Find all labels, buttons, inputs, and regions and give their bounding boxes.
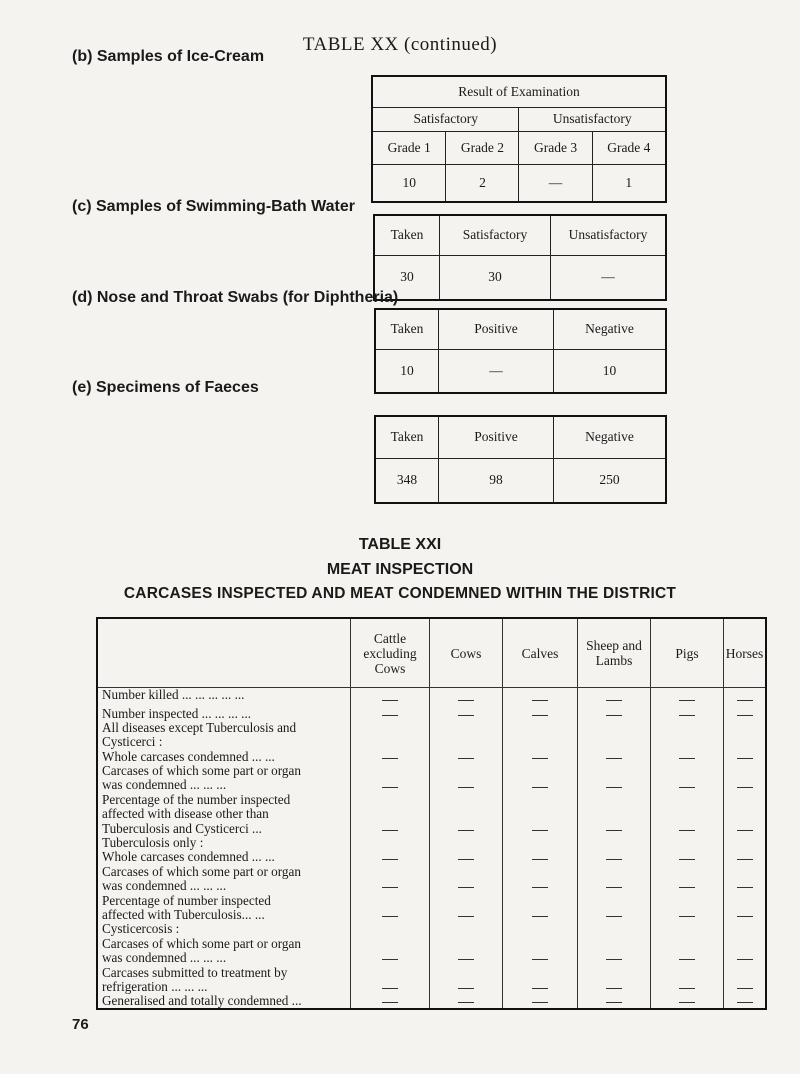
table-row xyxy=(97,908,766,922)
row-label: refrigeration ... ... ... xyxy=(97,980,351,994)
row-value xyxy=(503,764,578,778)
row-value xyxy=(351,937,430,951)
taken-value: 10 xyxy=(375,349,439,393)
table-row xyxy=(97,688,766,707)
dash-mark xyxy=(606,859,622,860)
column-header: Cattle excluding Cows xyxy=(351,618,430,688)
positive-header: Positive xyxy=(439,309,554,349)
row-value xyxy=(724,879,767,893)
dash-mark xyxy=(737,859,753,860)
dash-mark xyxy=(679,700,695,701)
row-value xyxy=(351,778,430,792)
negative-header: Negative xyxy=(554,309,667,349)
dash-mark xyxy=(679,988,695,989)
row-value xyxy=(578,836,651,850)
row-value xyxy=(724,908,767,922)
row-label: Number inspected ... ... ... ... xyxy=(97,707,351,721)
table-xx-caption: TABLE XX (continued) xyxy=(302,34,498,55)
row-value xyxy=(351,922,430,936)
row-value xyxy=(578,994,651,1009)
dash-mark xyxy=(382,830,398,831)
table-row xyxy=(97,822,766,836)
dash-mark xyxy=(679,859,695,860)
row-value xyxy=(651,894,724,908)
table-row xyxy=(97,879,766,893)
section-e-title: (e) Specimens of Faeces xyxy=(72,379,259,396)
row-value xyxy=(430,922,503,936)
dash-mark xyxy=(606,959,622,960)
dash-mark xyxy=(458,830,474,831)
row-value xyxy=(430,908,503,922)
dash-mark xyxy=(458,916,474,917)
row-value xyxy=(351,807,430,821)
row-value xyxy=(651,937,724,951)
row-value xyxy=(651,994,724,1009)
table-row xyxy=(97,721,766,735)
dash-mark xyxy=(382,887,398,888)
row-value xyxy=(724,951,767,965)
row-value xyxy=(351,879,430,893)
row-value xyxy=(503,836,578,850)
row-value xyxy=(651,807,724,821)
table-row xyxy=(97,850,766,864)
grade-header: Grade 2 xyxy=(446,131,519,164)
positive-value: — xyxy=(439,349,554,393)
row-value xyxy=(651,750,724,764)
dash-mark xyxy=(606,787,622,788)
dash-mark xyxy=(458,787,474,788)
table-row xyxy=(97,778,766,792)
row-value xyxy=(578,879,651,893)
dash-mark xyxy=(382,959,398,960)
satisfactory-value: 30 xyxy=(440,255,551,300)
row-value xyxy=(430,721,503,735)
row-value xyxy=(724,865,767,879)
dash-mark xyxy=(532,859,548,860)
row-value xyxy=(724,793,767,807)
row-value xyxy=(724,966,767,980)
row-label: Carcases of which some part or organ xyxy=(97,865,351,879)
positive-header: Positive xyxy=(439,416,554,458)
dash-mark xyxy=(382,758,398,759)
taken-header: Taken xyxy=(375,416,439,458)
dash-mark xyxy=(532,887,548,888)
table-row xyxy=(97,750,766,764)
swimming-table xyxy=(373,214,667,301)
dash-mark xyxy=(737,758,753,759)
dash-mark xyxy=(737,715,753,716)
row-value xyxy=(651,764,724,778)
row-value xyxy=(578,778,651,792)
row-value xyxy=(503,750,578,764)
row-value xyxy=(651,980,724,994)
row-value xyxy=(430,850,503,864)
dash-mark xyxy=(532,700,548,701)
dash-mark xyxy=(606,916,622,917)
dash-mark xyxy=(458,1002,474,1003)
table-row xyxy=(97,994,766,1009)
row-value xyxy=(430,764,503,778)
row-value xyxy=(351,850,430,864)
table-xxi-subtitle: MEAT INSPECTION xyxy=(326,561,474,578)
row-label: affected with disease other than xyxy=(97,807,351,821)
grade-header: Grade 1 xyxy=(372,131,446,164)
section-c-title: (c) Samples of Swimming-Bath Water xyxy=(72,198,355,215)
row-value xyxy=(430,707,503,721)
dash-mark xyxy=(382,859,398,860)
dash-mark xyxy=(679,830,695,831)
column-header: Calves xyxy=(503,618,578,688)
row-label: Carcases of which some part or organ xyxy=(97,937,351,951)
row-value xyxy=(578,894,651,908)
dash-mark xyxy=(606,715,622,716)
row-value xyxy=(430,793,503,807)
table-row xyxy=(97,980,766,994)
dash-mark xyxy=(458,959,474,960)
meat-table-body xyxy=(97,688,766,1009)
table-row xyxy=(97,966,766,980)
row-value xyxy=(351,688,430,707)
row-value xyxy=(724,994,767,1009)
row-value xyxy=(351,980,430,994)
row-label: Percentage of number inspected xyxy=(97,894,351,908)
row-value xyxy=(651,735,724,749)
row-value xyxy=(351,908,430,922)
table-xxi-title: TABLE XXI xyxy=(358,536,442,553)
table-row xyxy=(97,922,766,936)
dash-mark xyxy=(382,715,398,716)
row-value xyxy=(578,793,651,807)
dash-mark xyxy=(532,988,548,989)
table-row xyxy=(97,735,766,749)
row-value xyxy=(651,688,724,707)
row-value xyxy=(651,951,724,965)
grade-header: Grade 4 xyxy=(592,131,666,164)
row-value xyxy=(578,688,651,707)
grade-value: 2 xyxy=(446,164,519,202)
row-value xyxy=(503,966,578,980)
row-value xyxy=(351,735,430,749)
row-value xyxy=(578,937,651,951)
table-row xyxy=(97,807,766,821)
section-d-title: (d) Nose and Throat Swabs (for Diphtheria) xyxy=(72,289,399,306)
row-value xyxy=(503,807,578,821)
swabs-table xyxy=(374,308,667,394)
row-value xyxy=(651,908,724,922)
row-value xyxy=(578,721,651,735)
dash-mark xyxy=(532,830,548,831)
dash-mark xyxy=(382,787,398,788)
table-row xyxy=(97,951,766,965)
dash-mark xyxy=(737,787,753,788)
dash-mark xyxy=(532,787,548,788)
table-row xyxy=(97,836,766,850)
column-header: Sheep and Lambs xyxy=(578,618,651,688)
row-value xyxy=(578,908,651,922)
dash-mark xyxy=(382,700,398,701)
row-value xyxy=(351,994,430,1009)
row-value xyxy=(503,688,578,707)
row-label: Tuberculosis and Cysticerci ... xyxy=(97,822,351,836)
negative-value: 250 xyxy=(554,458,667,503)
row-label: was condemned ... ... ... xyxy=(97,879,351,893)
dash-mark xyxy=(606,988,622,989)
row-value xyxy=(578,822,651,836)
table-row xyxy=(97,793,766,807)
row-value xyxy=(430,966,503,980)
row-value xyxy=(430,879,503,893)
row-value xyxy=(503,707,578,721)
row-value xyxy=(578,922,651,936)
page-number: 76 xyxy=(72,1016,89,1033)
row-value xyxy=(430,688,503,707)
dash-mark xyxy=(737,988,753,989)
row-value xyxy=(724,822,767,836)
dash-mark xyxy=(737,830,753,831)
row-value xyxy=(503,994,578,1009)
row-label: was condemned ... ... ... xyxy=(97,778,351,792)
row-value xyxy=(578,764,651,778)
table-row xyxy=(97,764,766,778)
column-header: Cows xyxy=(430,618,503,688)
row-value xyxy=(351,894,430,908)
row-value xyxy=(651,865,724,879)
row-value xyxy=(724,688,767,707)
dash-mark xyxy=(606,700,622,701)
row-label: affected with Tuberculosis... ... xyxy=(97,908,351,922)
grade-header: Grade 3 xyxy=(519,131,592,164)
row-value xyxy=(503,951,578,965)
dash-mark xyxy=(458,859,474,860)
row-value xyxy=(651,778,724,792)
row-value xyxy=(578,966,651,980)
row-label: Tuberculosis only : xyxy=(97,836,351,850)
row-value xyxy=(578,807,651,821)
row-value xyxy=(651,966,724,980)
row-value xyxy=(503,793,578,807)
row-value xyxy=(724,937,767,951)
row-value xyxy=(351,750,430,764)
row-label: Whole carcases condemned ... ... xyxy=(97,850,351,864)
table-row xyxy=(97,937,766,951)
table-xxi-heading: CARCASES INSPECTED AND MEAT CONDEMNED WITHIN THE DISTRICT xyxy=(123,585,677,602)
row-value xyxy=(430,865,503,879)
row-value xyxy=(578,951,651,965)
dash-mark xyxy=(737,1002,753,1003)
grade-value: 1 xyxy=(592,164,666,202)
row-value xyxy=(430,778,503,792)
meat-inspection-table xyxy=(96,617,767,1010)
dash-mark xyxy=(382,916,398,917)
grade-value: 10 xyxy=(372,164,446,202)
row-label: Number killed ... ... ... ... ... xyxy=(97,688,351,707)
row-value xyxy=(351,951,430,965)
dash-mark xyxy=(606,1002,622,1003)
row-value xyxy=(503,908,578,922)
dash-mark xyxy=(679,959,695,960)
positive-value: 98 xyxy=(439,458,554,503)
row-value xyxy=(351,822,430,836)
row-value xyxy=(503,937,578,951)
dash-mark xyxy=(458,700,474,701)
negative-value: 10 xyxy=(554,349,667,393)
row-label: was condemned ... ... ... xyxy=(97,951,351,965)
row-value xyxy=(430,735,503,749)
dash-mark xyxy=(679,715,695,716)
row-value xyxy=(651,879,724,893)
grade-value: — xyxy=(519,164,592,202)
row-value xyxy=(724,894,767,908)
row-value xyxy=(724,778,767,792)
row-value xyxy=(430,951,503,965)
row-value xyxy=(651,836,724,850)
faeces-table xyxy=(374,415,667,504)
row-value xyxy=(578,865,651,879)
dash-mark xyxy=(737,959,753,960)
dash-mark xyxy=(679,787,695,788)
row-value xyxy=(578,707,651,721)
row-value xyxy=(503,922,578,936)
dash-mark xyxy=(382,988,398,989)
dash-mark xyxy=(606,830,622,831)
row-value xyxy=(724,764,767,778)
table-row xyxy=(97,894,766,908)
row-value xyxy=(351,721,430,735)
row-label: Whole carcases condemned ... ... xyxy=(97,750,351,764)
dash-mark xyxy=(532,1002,548,1003)
row-value xyxy=(578,850,651,864)
row-value xyxy=(430,807,503,821)
row-value xyxy=(724,807,767,821)
taken-header: Taken xyxy=(375,309,439,349)
dash-mark xyxy=(458,988,474,989)
row-value xyxy=(724,735,767,749)
row-value xyxy=(351,865,430,879)
row-value xyxy=(651,922,724,936)
dash-mark xyxy=(679,758,695,759)
dash-mark xyxy=(382,1002,398,1003)
row-value xyxy=(351,793,430,807)
row-label: Cysticerci : xyxy=(97,735,351,749)
row-value xyxy=(724,850,767,864)
table-row xyxy=(97,865,766,879)
row-value xyxy=(351,836,430,850)
row-value xyxy=(430,836,503,850)
row-value xyxy=(503,721,578,735)
row-value xyxy=(351,966,430,980)
table-row xyxy=(97,707,766,721)
taken-value: 348 xyxy=(375,458,439,503)
result-header: Result of Examination xyxy=(372,76,666,107)
row-value xyxy=(724,922,767,936)
row-value xyxy=(430,994,503,1009)
row-value xyxy=(651,822,724,836)
row-value xyxy=(651,850,724,864)
row-value xyxy=(578,980,651,994)
row-value xyxy=(503,980,578,994)
row-label: Percentage of the number inspected xyxy=(97,793,351,807)
ice-cream-table xyxy=(371,75,667,203)
row-value xyxy=(503,735,578,749)
unsatisfactory-value: — xyxy=(551,255,667,300)
dash-mark xyxy=(679,916,695,917)
dash-mark xyxy=(532,758,548,759)
satisfactory-header: Satisfactory xyxy=(372,107,519,131)
label-column-header xyxy=(97,618,351,688)
row-value xyxy=(724,707,767,721)
row-value xyxy=(724,721,767,735)
row-value xyxy=(430,894,503,908)
row-value xyxy=(578,750,651,764)
negative-header: Negative xyxy=(554,416,667,458)
dash-mark xyxy=(737,700,753,701)
row-value xyxy=(351,707,430,721)
dash-mark xyxy=(532,959,548,960)
dash-mark xyxy=(679,887,695,888)
row-label: Cysticercosis : xyxy=(97,922,351,936)
dash-mark xyxy=(458,758,474,759)
satisfactory-header: Satisfactory xyxy=(440,215,551,255)
dash-mark xyxy=(458,887,474,888)
dash-mark xyxy=(737,887,753,888)
row-value xyxy=(430,750,503,764)
dash-mark xyxy=(606,887,622,888)
row-value xyxy=(430,980,503,994)
dash-mark xyxy=(606,758,622,759)
row-value xyxy=(651,721,724,735)
row-label: Carcases of which some part or organ xyxy=(97,764,351,778)
row-value xyxy=(724,750,767,764)
row-value xyxy=(503,822,578,836)
column-header: Horses xyxy=(724,618,767,688)
dash-mark xyxy=(737,916,753,917)
row-value xyxy=(651,707,724,721)
column-header: Pigs xyxy=(651,618,724,688)
row-value xyxy=(503,879,578,893)
row-value xyxy=(651,793,724,807)
taken-value: 30 xyxy=(374,255,440,300)
row-value xyxy=(503,778,578,792)
row-value xyxy=(430,937,503,951)
dash-mark xyxy=(532,916,548,917)
row-value xyxy=(351,764,430,778)
unsatisfactory-header: Unsatisfactory xyxy=(519,107,666,131)
dash-mark xyxy=(532,715,548,716)
row-value xyxy=(578,735,651,749)
section-b-title: (b) Samples of Ice-Cream xyxy=(72,48,265,65)
row-label: All diseases except Tuberculosis and xyxy=(97,721,351,735)
dash-mark xyxy=(679,1002,695,1003)
row-label: Generalised and totally condemned ... xyxy=(97,994,351,1009)
taken-header: Taken xyxy=(374,215,440,255)
row-value xyxy=(503,850,578,864)
row-value xyxy=(724,980,767,994)
dash-mark xyxy=(458,715,474,716)
row-value xyxy=(724,836,767,850)
unsatisfactory-header: Unsatisfactory xyxy=(551,215,667,255)
row-label: Carcases submitted to treatment by xyxy=(97,966,351,980)
row-value xyxy=(503,865,578,879)
row-value xyxy=(503,894,578,908)
row-value xyxy=(430,822,503,836)
